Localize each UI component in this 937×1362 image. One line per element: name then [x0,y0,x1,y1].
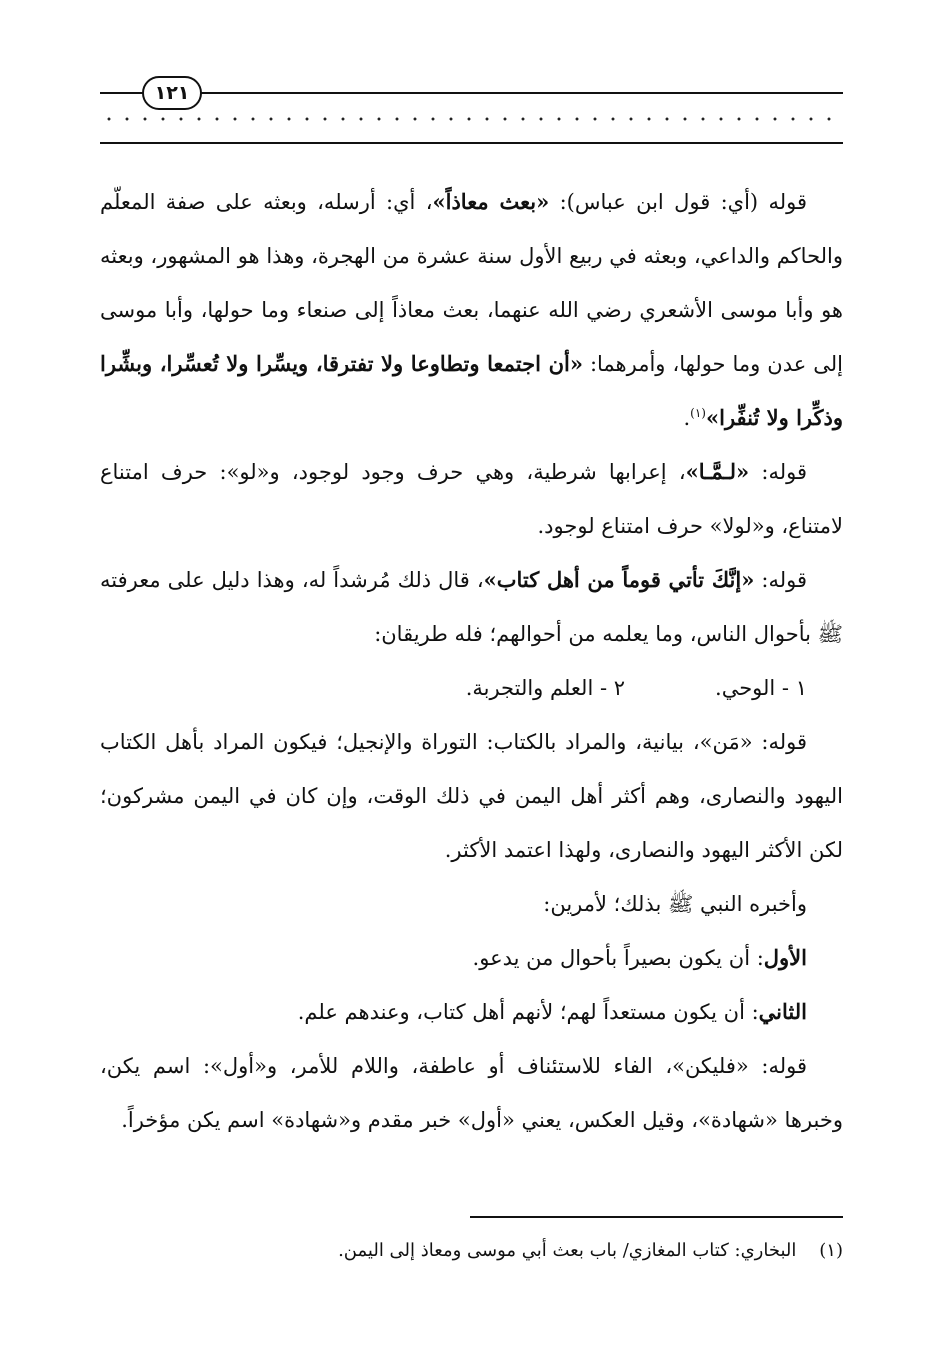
footnote-ref: (١) [690,406,706,420]
text-segment: ، قال ذلك مُرشداً له، وهذا دليل على معرفته ﷺ بأحوال الناس، وما يعلمه من أحوالهم؛ فله طريقان: [100,568,843,646]
page-number: ١٢١ [142,76,202,110]
text-segment: قوله: «مَن»، بيانية، والمراد بالكتاب: التوراة والإنجيل؛ فيكون المراد بأهل الكتاب اليهود والنصارى، وهم أكثر أهل اليمن في ذلك الوقت، وإن كان في اليمن مشركون؛ لكن الأكثر اليهود والنصارى، ولهذا اعتمد الأكثر. [100,730,843,862]
header-bottom-rule [100,142,843,144]
text-segment: قوله: [754,568,808,592]
footnote-text: البخاري: كتاب المغازي/ باب بعث أبي موسى ومعاذ إلى اليمن. [338,1240,797,1261]
text-segment: قوله (أي: قول ابن عباس): [549,190,807,214]
paragraph [100,445,843,553]
paragraph [100,931,843,985]
footnote-marker: (١) [819,1240,843,1261]
paragraph-group-2 [100,715,843,1147]
footnote [100,1236,843,1266]
text-segment: ، إعرابها شرطية، وهي حرف وجود لوجود، و«لو»: حرف امتناع لامتناع، و«لولا» حرف امتناع لوجود. [100,460,843,538]
paragraph-group-1 [100,175,843,661]
text-segment: قوله: [749,460,807,484]
main-text [100,175,843,1147]
way-item-2: ٢ - العلم والتجربة. [465,676,626,700]
way-item-1: ١ - الوحي. [715,676,807,700]
text-segment: وأخبره النبي ﷺ بذلك؛ لأمرين: [543,892,807,916]
footnote-separator [470,1216,843,1218]
bold-text: «أن اجتمعا وتطاوعا ولا تفترقا، ويسِّرا ولا تُعسِّرا، وبشِّرا وذكِّرا ولا تُنفِّرا» [100,351,843,430]
header-dotted-line [100,114,843,124]
text-segment: . [683,406,691,430]
bold-text: «إنَّكَ تأتي قوماً من أهل كتاب» [483,567,755,592]
paragraph [100,985,843,1039]
bold-text: «لـمَّـا» [685,459,750,484]
paragraph [100,877,843,931]
paragraph [100,1039,843,1147]
paragraph [100,715,843,877]
paragraph [100,553,843,661]
ways-list [100,661,843,715]
text-segment: : أن يكون بصيراً بأحوال من يدعو. [472,946,764,970]
bold-text: الأول [763,945,807,970]
text-segment: ، أي: أرسله، وبعثه على صفة المعلّم والحاكم والداعي، وبعثه في ربيع الأول سنة عشرة من الهجرة، وهذا هو المشهور، وبعثه هو وأبا موسى الأشعري رضي الله عنهما، بعث معاذاً إلى صنعاء وما حولها، وأبا موسى إلى عدن وما حولها، وأمرهما: [100,190,843,376]
text-segment: قوله: «فليكن»، الفاء للاستئناف أو عاطفة، واللام للأمر، و«أول»: اسم يكن، وخبرها «شهادة»، وقيل العكس، يعني «أول» خبر مقدم و«شهادة» اسم يكن مؤخراً. [100,1054,843,1132]
header-top-rule [100,92,843,94]
paragraph [100,175,843,445]
page-header [100,74,843,154]
bold-text: «بعث معاذاً» [432,189,550,214]
text-segment: : أن يكون مستعداً لهم؛ لأنهم أهل كتاب، وعندهم علم. [297,1000,759,1024]
bold-text: الثاني [758,999,807,1024]
